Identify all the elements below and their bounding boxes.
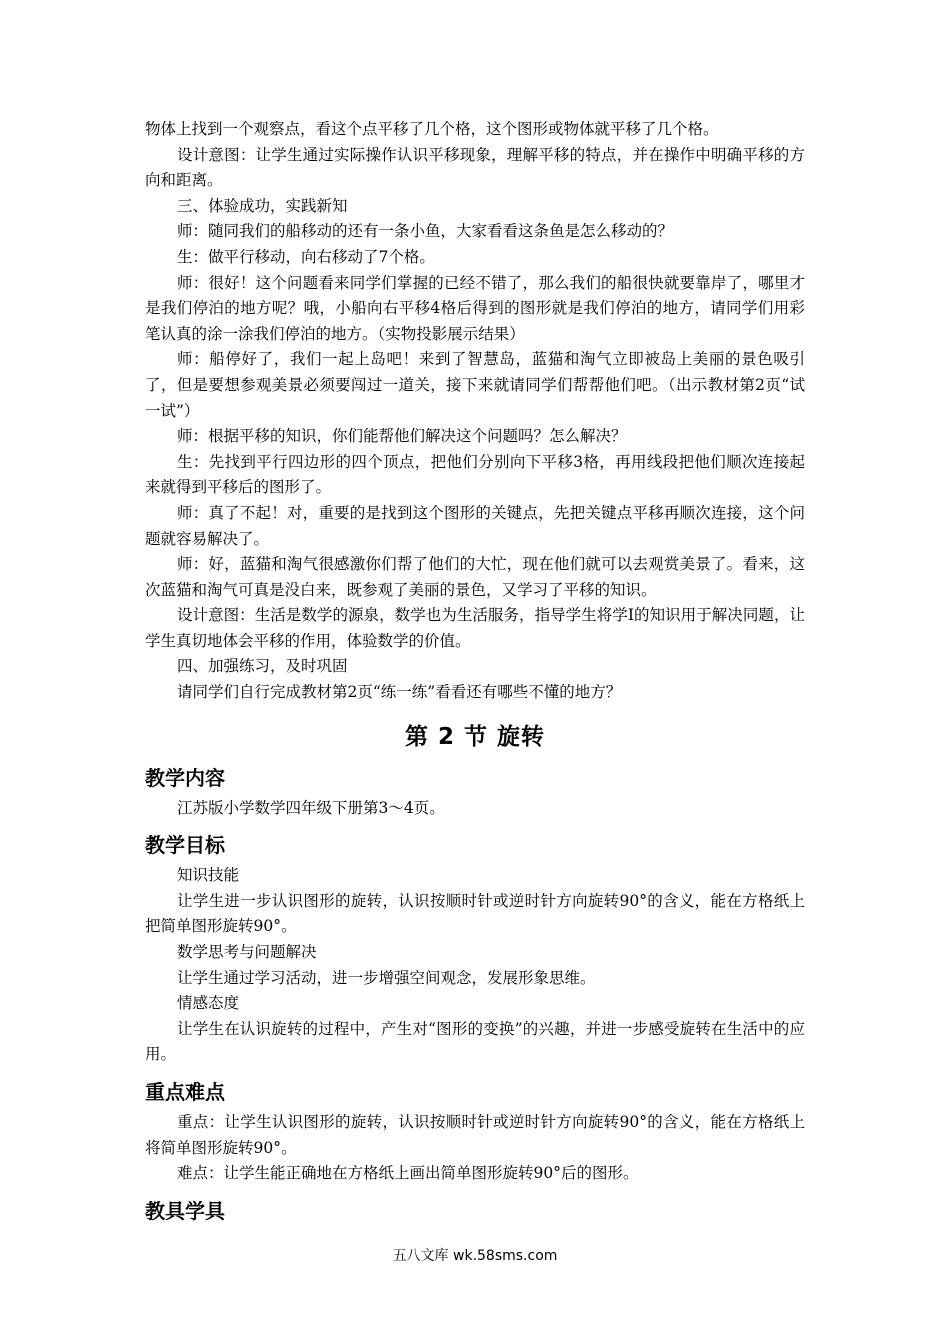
key-point: 重点：让学生认识图形的旋转，认识按顺时针或逆时针方向旋转90°的含义，能在方格纸上将简单图形旋转90°。 [145, 1113, 805, 1157]
difficult-point: 难点：让学生能正确地在方格纸上画出简单图形旋转90°后的图形。 [177, 1164, 639, 1183]
heading-key-points: 重点难点 [145, 1080, 225, 1104]
heading-teaching-goals: 教学目标 [145, 833, 225, 858]
paragraph: 生：做平行移动，向右移动了7个格。 [177, 247, 435, 266]
goal-label-knowledge: 知识技能 [177, 866, 240, 885]
paragraph: 师：很好！这个问题看来同学们掌握的已经不错了，那么我们的船很快就要靠岸了，哪里才是我们停泊的地方呢？哦，小船向右平移4格后得到的图形就是我们停泊的地方，请同学们用彩笔认真的涂一涂我们停泊的地方。（实物投影展示结果） [145, 273, 805, 343]
heading-teaching-content: 教学内容 [145, 765, 225, 790]
document-page [145, 117, 805, 1229]
paragraph-content: 江苏版小学数学四年级下册第3～4页。 [177, 798, 445, 817]
goal-label-thinking: 数学思考与问题解决 [177, 943, 317, 962]
paragraph: 生：先找到平行四边形的四个顶点，把他们分别向下平移3格，再用线段把他们顺次连接起来就得到平移后的图形了。 [145, 452, 805, 497]
goal-text-thinking: 让学生通过学习活动，进一步增强空间观念，发展形象思维。 [177, 968, 596, 987]
goal-label-attitude: 情感态度 [177, 994, 240, 1013]
paragraph: 设计意图：让学生通过实际操作认识平移现象，理解平移的特点，并在操作中明确平移的方向和距离。 [145, 145, 805, 190]
goal-text-knowledge: 让学生进一步认识图形的旋转，认识按顺时针或逆时针方向旋转90°的含义，能在方格纸上把简单图形旋转90°。 [145, 891, 805, 936]
paragraph: 师：随同我们的船移动的还有一条小鱼，大家看看这条鱼是怎么移动的？ [177, 222, 674, 241]
paragraph: 设计意图：生活是数学的源泉，数学也为生活服务，指导学生将学I的知识用于解决同题，让学生真切地体会平移的作用，体验数学的价值。 [145, 606, 805, 650]
page-footer: 五八文库 wk.58sms.com [392, 1248, 558, 1264]
paragraph: 物体上找到一个观察点，看这个点平移了几个格，这个图形或物体就平移了几个格。 [145, 120, 719, 138]
paragraph: 四、加强练习，及时巩固 [177, 657, 348, 676]
paragraph: 师：真了不起！对，重要的是找到这个图形的关键点，先把关键点平移再顺次连接，这个问题就容易解决了。 [145, 503, 805, 548]
heading-teaching-tools: 教具学具 [145, 1198, 225, 1223]
goal-text-attitude: 让学生在认识旋转的过程中，产生对“图形的变换”的兴趣，并进一步感受旋转在生活中的应用。 [145, 1019, 805, 1064]
paragraph: 师：根据平移的知识，你们能帮他们解决这个问题吗？怎么解决？ [177, 427, 627, 446]
paragraph: 师：好，蓝猫和淘气很感激你们帮了他们的大忙，现在他们就可以去观赏美景了。看来，这次蓝猫和淘气可真是没白来，既参观了美丽的景色，又学习了平移的知识。 [145, 555, 805, 599]
lesson1-tail [145, 117, 805, 706]
paragraph: 请同学们自行完成教材第2页“练一练”看看还有哪些不懂的地方？ [177, 683, 622, 702]
section-title: 第 2 节 旋转 [404, 723, 546, 750]
paragraph: 师：船停好了，我们一起上岛吧！来到了智慧岛，蓝猫和淘气立即被岛上美丽的景色吸引了，但是要想参观美景必须要闯过一道关，接下来就请同学们帮帮他们吧。（出示教材第2页“试一试”） [145, 350, 805, 420]
paragraph: 三、体验成功，实践新知 [177, 196, 348, 215]
